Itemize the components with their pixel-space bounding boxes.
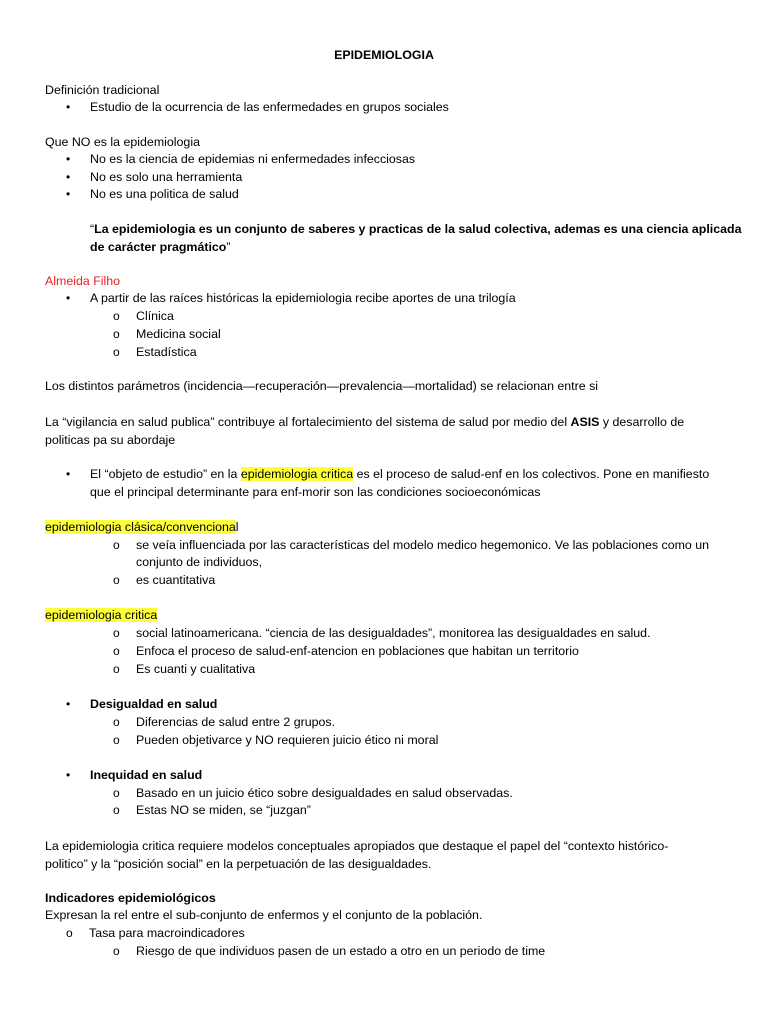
- circle-marker: o: [113, 538, 120, 552]
- circle-marker: o: [113, 309, 120, 323]
- circle-marker: o: [113, 786, 120, 800]
- quote-line-2: [90, 239, 231, 257]
- bullet-marker: •: [66, 100, 71, 114]
- circle-marker: o: [113, 803, 120, 817]
- critica-item: Enfoca el proceso de salud-enf-atencion en poblaciones que habitan un territorio: [136, 644, 579, 658]
- desigualdad-item: Diferencias de salud entre 2 grupos.: [136, 715, 336, 729]
- bullet-marker: •: [66, 768, 71, 782]
- quote-close-mark: ”: [226, 240, 231, 254]
- objeto-line-2: que el principal determinante para enf-morir son las condiciones socioeconómicas: [90, 485, 541, 499]
- definicion-item: Estudio de la ocurrencia de las enfermedades en grupos sociales: [90, 100, 449, 114]
- vigilancia-line-2: politicas pa su abordaje: [45, 433, 176, 447]
- section-heading-critica: [45, 607, 157, 625]
- que-no-item: No es solo una herramienta: [90, 170, 243, 184]
- section-heading-clasica: [45, 519, 239, 537]
- circle-marker: o: [113, 644, 120, 658]
- circle-marker: o: [113, 662, 120, 676]
- circle-marker: o: [113, 626, 120, 640]
- circle-marker: o: [113, 733, 120, 747]
- highlighted-term: epidemiologia clásica/convenciona: [45, 520, 236, 534]
- quote-open-mark: “: [90, 222, 95, 236]
- section-heading-que-no: Que NO es la epidemiologia: [45, 135, 200, 149]
- critica-item: social latinoamericana. “ciencia de las desigualdades”, monitorea las desigualdades en salud.: [136, 626, 651, 640]
- trilogia-item: Clínica: [136, 309, 174, 323]
- modelos-line-2: politico” y la “posición social” en la perpetuación de las desigualdades.: [45, 857, 432, 871]
- bullet-marker: •: [66, 697, 71, 711]
- indicadores-subitem: Riesgo de que individuos pasen de un estado a otro en un periodo de time: [136, 944, 546, 958]
- trilogia-item: Estadística: [136, 345, 197, 359]
- circle-marker: o: [113, 345, 120, 359]
- section-heading-definicion: Definición tradicional: [45, 83, 160, 97]
- bullet-marker: •: [66, 467, 71, 481]
- section-heading-almeida-filho: Almeida Filho: [45, 274, 121, 288]
- critica-item: Es cuanti y cualitativa: [136, 662, 256, 676]
- bullet-marker: •: [66, 187, 71, 201]
- indicadores-item: Tasa para macroindicadores: [89, 926, 245, 940]
- circle-marker: o: [113, 944, 120, 958]
- text-run: El “objeto de estudio” en la: [90, 467, 241, 481]
- parametros-paragraph: Los distintos parámetros (incidencia—recuperación—prevalencia—mortalidad) se relacionan entre si: [45, 379, 599, 393]
- circle-marker: o: [113, 715, 120, 729]
- quote-text: de carácter pragmático: [90, 240, 227, 254]
- trilogia-item: Medicina social: [136, 327, 221, 341]
- inequidad-heading: Inequidad en salud: [90, 768, 203, 782]
- highlighted-term: epidemiologia critica: [240, 467, 354, 481]
- circle-marker: o: [113, 573, 120, 587]
- clasica-item-line-2: conjunto de individuos,: [136, 555, 263, 569]
- que-no-item: No es la ciencia de epidemias ni enfermedades infecciosas: [90, 152, 416, 166]
- almeida-item: A partir de las raíces históricas la epidemiologia recibe aportes de una trilogía: [90, 291, 516, 305]
- inequidad-item: Estas NO se miden, se “juzgan”: [136, 803, 311, 817]
- quote-text: La epidemiologia es un conjunto de saberes y practicas de la salud colectiva, ademas es una ciencia aplicada: [94, 222, 742, 236]
- document-title: EPIDEMIOLOGIA: [334, 48, 434, 62]
- bullet-marker: •: [66, 291, 71, 305]
- objeto-line-1: [90, 466, 709, 484]
- inequidad-item: Basado en un juicio ético sobre desigualdades en salud observadas.: [136, 786, 513, 800]
- text-run: es el proceso de salud-enf en los colectivos. Pone en manifiesto: [353, 467, 710, 481]
- modelos-line-1: La epidemiologia critica requiere modelos conceptuales apropiados que destaque el papel del “contexto histórico-: [45, 839, 669, 853]
- highlighted-term: epidemiologia critica: [45, 608, 158, 622]
- vigilancia-line-1: [45, 414, 684, 432]
- text-run: y desarrollo de: [599, 415, 685, 429]
- section-heading-indicadores: Indicadores epidemiológicos: [45, 891, 216, 905]
- quote-line-1: [90, 221, 741, 239]
- desigualdad-item: Pueden objetivarce y NO requieren juicio ético ni moral: [136, 733, 439, 747]
- bullet-marker: •: [66, 152, 71, 166]
- asis-term: ASIS: [570, 415, 600, 429]
- desigualdad-heading: Desigualdad en salud: [90, 697, 218, 711]
- circle-marker: o: [66, 926, 73, 940]
- bullet-marker: •: [66, 170, 71, 184]
- clasica-item: es cuantitativa: [136, 573, 216, 587]
- text-run: La “vigilancia en salud publica” contribuye al fortalecimiento del sistema de salud por medio del: [45, 415, 571, 429]
- indicadores-paragraph: Expresan la rel entre el sub-conjunto de enfermos y el conjunto de la población.: [45, 908, 483, 922]
- circle-marker: o: [113, 327, 120, 341]
- clasica-item-line-1: se veía influenciada por las características del modelo medico hegemonico. Ve las poblaciones como un: [136, 538, 710, 552]
- que-no-item: No es una politica de salud: [90, 187, 239, 201]
- text-run: l: [235, 520, 239, 534]
